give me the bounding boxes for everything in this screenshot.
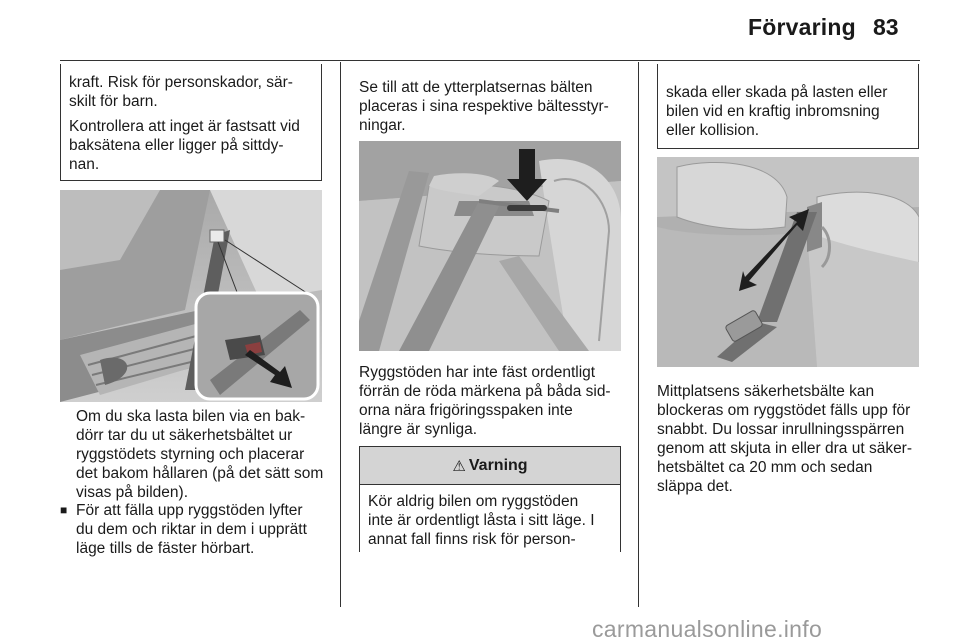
header-divider [60,60,920,61]
warning-text-line: eller kollision. [666,122,760,139]
warning-box [359,446,621,552]
warning-triangle-icon: ⚠ [452,457,466,475]
figure-middle-belt [657,157,919,367]
warning-text-line: inte är ordentligt låsta i sitt läge. I [368,512,595,529]
intro-line: ningar. [359,117,406,134]
warning-header [360,447,620,485]
bullet-text-line: du dem och riktar in dem i upprätt [76,521,307,538]
warning-text-line: baksätena eller ligger på sittdy- [69,137,284,154]
bullet-text-line: För att fälla upp ryggstöden lyfter [76,502,303,519]
paragraph-line: blockeras om ryggstödet fälls upp för [657,402,911,419]
paragraph-line: snabbt. Du lossar inrullningsspärren [657,421,905,438]
paragraph-line: Ryggstöden har inte fäst ordentligt [359,364,596,381]
paragraph-line: genom att skjuta in eller dra ut säker- [657,440,913,457]
warning-text-line: Kör aldrig bilen om ryggstöden [368,493,579,510]
warning-text-line: annat fall finns risk för person- [368,531,576,548]
paragraph-line: orna nära frigöringsspaken inte [359,402,573,419]
paragraph-line: Mittplatsens säkerhetsbälte kan [657,383,875,400]
middle-belt-illustration [657,157,919,367]
warning-text-line: kraft. Risk för personskador, sär- [69,74,293,91]
warning-text-line: Kontrollera att inget är fastsatt vid [69,118,300,135]
warning-box-continued [60,64,322,181]
column-divider-2 [638,62,639,607]
watermark: carmanualsonline.info [592,616,823,642]
warning-text-line: skada eller skada på lasten eller [666,84,888,101]
warning-box-continued [657,64,919,149]
warning-text-line: bilen vid en kraftig inbromsning [666,103,880,120]
paragraph-line: Om du ska lasta bilen via en bak- [76,408,306,425]
intro-line: Se till att de ytterplatsernas bälten [359,79,593,96]
warning-title: Varning [468,456,528,474]
page-number: 83 [873,14,899,40]
paragraph-line: ryggstödets styrning och placerar [76,446,305,463]
paragraph-line: visas på bilden). [76,484,189,501]
bullet-text-line: läge tills de fäster hörbart. [76,540,255,557]
intro-line: placeras i sina respektive bältesstyr- [359,98,609,115]
paragraph-line: släppa det. [657,478,733,495]
figure-seatbelt-holder [60,190,322,402]
figure-outer-belt-guide [359,141,621,351]
warning-text-line: skilt för barn. [69,93,158,110]
bullet-square: ■ [60,503,68,517]
belt-guide-illustration [359,141,621,351]
column-divider-1 [340,62,341,607]
paragraph-line: dörr tar du ut säkerhetsbältet ur [76,427,293,444]
paragraph-line: det bakom hållaren (på det sätt som [76,465,324,482]
paragraph-line: hetsbältet ca 20 mm och sedan [657,459,873,476]
paragraph-line: förrän de röda märkena på båda sid- [359,383,611,400]
seatbelt-holder-illustration [60,190,322,402]
warning-text-line: nan. [69,156,100,173]
paragraph-line: längre är synliga. [359,421,478,438]
page-header-title: Förvaring [748,14,856,40]
